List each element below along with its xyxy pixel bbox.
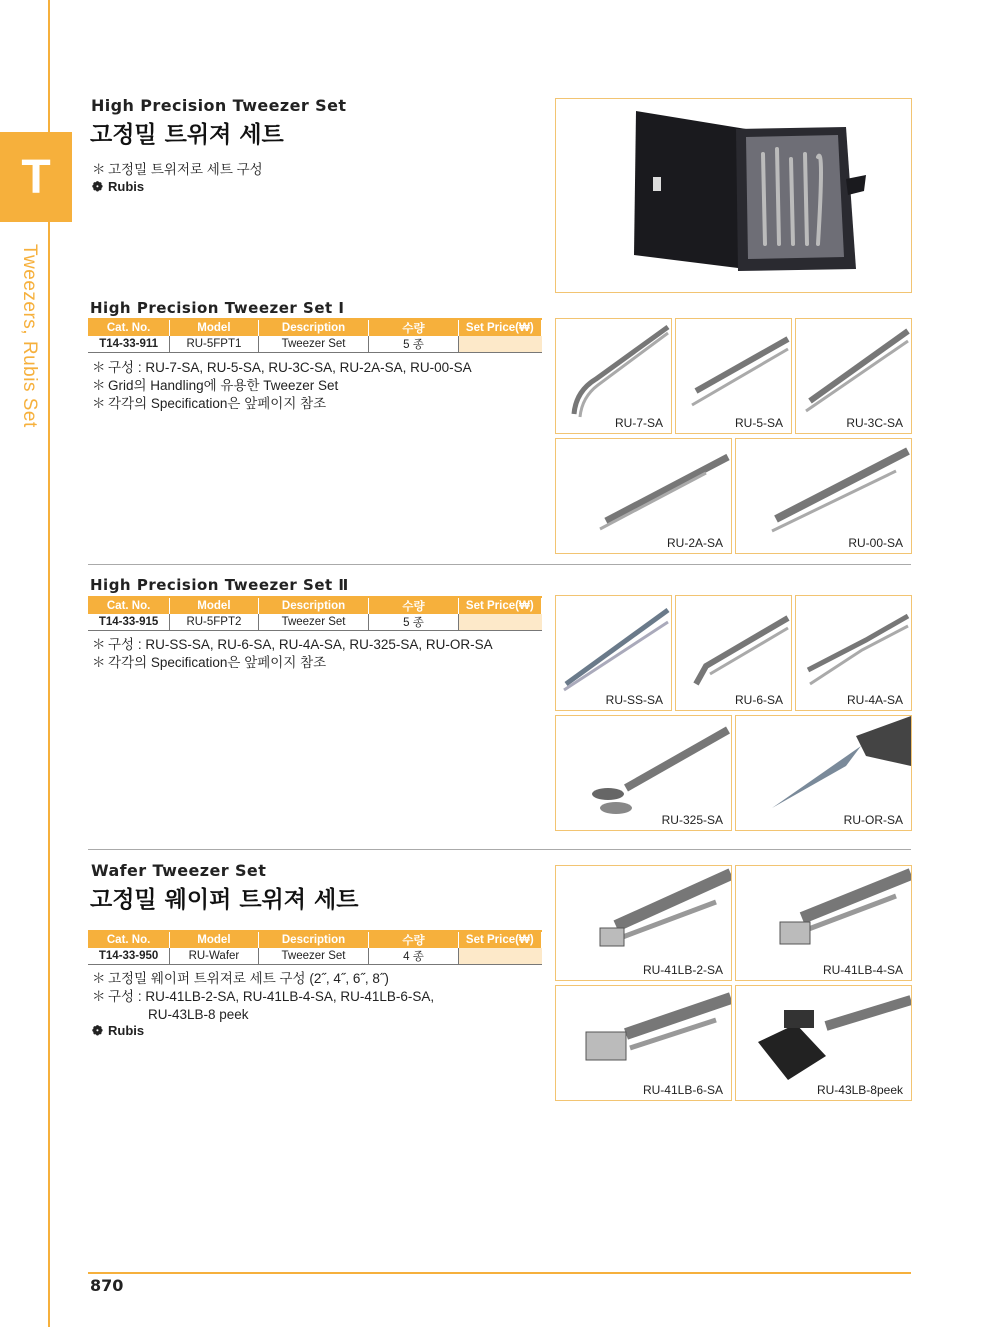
product-image: RU-6-SA <box>675 595 792 711</box>
wafer-title-en: Wafer Tweezer Set <box>91 861 267 880</box>
set2-spec-table: Cat. No. Model Description 수량 Set Price(₩) T14-33-915 RU-5FPT2 Tweezer Set 5 종 <box>88 596 542 631</box>
side-vertical-label: Tweezers, Rubis Set <box>19 244 40 428</box>
table-row: T14-33-950 RU-Wafer Tweezer Set 4 종 <box>88 948 542 965</box>
section1-title-en: High Precision Tweezer Set <box>91 96 347 115</box>
wafer-spec-table: Cat. No. Model Description 수량 Set Price(₩) T14-33-950 RU-Wafer Tweezer Set 4 종 <box>88 930 542 965</box>
section1-title-ko: 고정밀 트위져 세트 <box>90 122 284 148</box>
col-desc: Description <box>258 319 369 336</box>
set2-title: High Precision Tweezer Set Ⅱ <box>90 576 349 594</box>
product-image: RU-325-SA <box>555 715 732 831</box>
product-image: RU-7-SA <box>555 318 672 434</box>
set1-spec-table <box>88 318 542 353</box>
col-price: Set Price(₩) <box>458 319 541 336</box>
set2-notes: ＊ 구성 : RU-SS-SA, RU-6-SA, RU-4A-SA, RU-325-SA, RU-OR-SA ＊ 각각의 Specification은 앞페이지 참조 <box>92 637 493 670</box>
product-image: RU-00-SA <box>735 438 912 554</box>
product-image: RU-41LB-4-SA <box>735 865 912 981</box>
section-tab: T <box>0 132 72 222</box>
product-image: RU-5-SA <box>675 318 792 434</box>
tweezer-case-image <box>555 98 912 293</box>
divider <box>88 849 911 850</box>
product-image: RU-OR-SA <box>735 715 912 831</box>
set1-notes: ＊ 구성 : RU-7-SA, RU-5-SA, RU-3C-SA, RU-2A-SA, RU-00-SA ＊ Grid의 Handling에 유용한 Tweezer Set ＊ 각각의 Specification은 앞페이지 참조 <box>92 360 472 411</box>
col-qty: 수량 <box>369 319 458 336</box>
product-image: RU-41LB-2-SA <box>555 865 732 981</box>
col-model: Model <box>170 319 258 336</box>
product-image: RU-43LB-8peek <box>735 985 912 1101</box>
wafer-brand: ❁ Rubis <box>92 1023 145 1038</box>
table-row: T14-33-911 RU-5FPT1 Tweezer Set 5 종 <box>88 336 542 353</box>
wafer-notes: ＊ 고정밀 웨이퍼 트위져로 세트 구성 (2˝, 4˝, 6˝, 8˝) ＊ 구성 : RU-41LB-2-SA, RU-41LB-4-SA, RU-41LB-6-SA, RU-43LB-8 peek <box>92 971 435 1022</box>
divider <box>88 564 911 565</box>
set1-title: High Precision Tweezer Set Ⅰ <box>90 299 345 317</box>
table-row: T14-33-915 RU-5FPT2 Tweezer Set 5 종 <box>88 614 542 631</box>
wafer-title-ko: 고정밀 웨이퍼 트위져 세트 <box>90 887 359 913</box>
footer-rule <box>88 1272 911 1274</box>
section1-brand: ❁ Rubis <box>92 179 145 194</box>
col-cat: Cat. No. <box>88 319 170 336</box>
product-image: RU-SS-SA <box>555 595 672 711</box>
product-image: RU-41LB-6-SA <box>555 985 732 1101</box>
product-image: RU-3C-SA <box>795 318 912 434</box>
page-number: 870 <box>90 1276 124 1295</box>
product-image: RU-2A-SA <box>555 438 732 554</box>
product-image: RU-4A-SA <box>795 595 912 711</box>
section1-note: ＊ 고정밀 트위저로 세트 구성 <box>92 162 263 177</box>
